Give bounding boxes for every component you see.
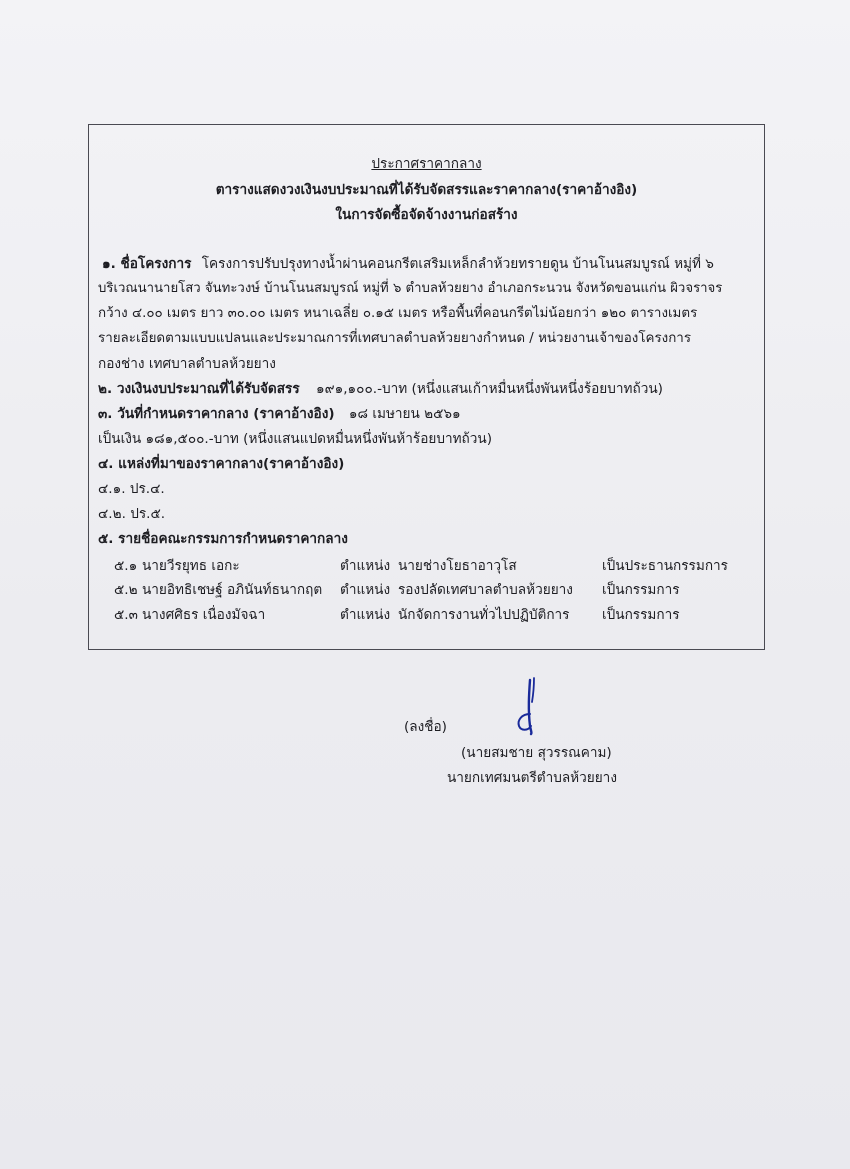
- price-amount: เป็นเงิน ๑๘๑,๕๐๐.-บาท (หนึ่งแสนแปดหมื่นหนึ่งพันห้าร้อยบาทถ้วน): [98, 431, 493, 447]
- budget-label: ๒. วงเงินงบประมาณที่ได้รับจัดสรร: [98, 381, 300, 397]
- member-role: เป็นกรรมการ: [602, 607, 680, 623]
- price-source-label: ๔. แหล่งที่มาของราคากลาง(ราคาอ้างอิง): [98, 456, 345, 472]
- price-date-section: [98, 405, 461, 423]
- member-position: นักจัดการงานทั่วไปปฏิบัติการ: [398, 607, 570, 623]
- sign-label: (ลงชื่อ): [404, 719, 447, 735]
- member-position: รองปลัดเทศบาลตำบลห้วยยาง: [398, 582, 573, 598]
- price-source-item: ๔.๒. ปร.๕.: [98, 506, 166, 522]
- project-line-2: บริเวณนานายโสว จันทะวงษ์ บ้านโนนสมบูรณ์ หมู่ที่ ๖ ตำบลห้วยยาง อำเภอกระนวน จังหวัดขอนแก่น ผิวจราจร: [98, 281, 723, 296]
- signer-name: (นายสมชาย สุวรรณคาม): [461, 745, 612, 761]
- price-date-value: ๑๘ เมษายน ๒๕๖๑: [348, 406, 461, 422]
- handwritten-signature: [508, 676, 548, 738]
- member-position-label: ตำแหน่ง: [340, 558, 391, 574]
- member-position-label: ตำแหน่ง: [340, 582, 391, 598]
- signer-title: นายกเทศมนตรีตำบลห้วยยาง: [447, 770, 617, 786]
- document-title: ประกาศราคากลาง: [371, 156, 482, 172]
- budget-value: ๑๙๑,๑๐๐.-บาท (หนึ่งแสนเก้าหมื่นหนึ่งพันหนึ่งร้อยบาทถ้วน): [315, 381, 663, 397]
- document-subtitle-2: ในการจัดซื้อจัดจ้างงานก่อสร้าง: [335, 207, 518, 223]
- member-no: ๕.๓: [114, 607, 138, 623]
- project-line-5: กองช่าง เทศบาลตำบลห้วยยาง: [98, 356, 276, 372]
- member-no: ๕.๒: [114, 582, 138, 598]
- member-name: นางศศิธร เนื่องมัจฉา: [142, 607, 266, 623]
- project-line-3: กว้าง ๔.๐๐ เมตร ยาว ๓๐.๐๐ เมตร หนาเฉลี่ย ๐.๑๕ เมตร หรือพื้นที่คอนกรีตไม่น้อยกว่า ๑๒๐ ตารางเมตร: [98, 306, 698, 321]
- document-subtitle: ตารางแสดงวงเงินงบประมาณที่ได้รับจัดสรรและราคากลาง(ราคาอ้างอิง): [215, 182, 638, 198]
- member-role: เป็นกรรมการ: [602, 582, 680, 598]
- project-line-4: รายละเอียดตามแบบแปลนและประมาณการที่เทศบาลตำบลห้วยยางกำหนด / หน่วยงานเจ้าของโครงการ: [98, 331, 692, 346]
- project-line-1: โครงการปรับปรุงทางน้ำผ่านคอนกรีตเสริมเหล็กลำห้วยทรายดูน บ้านโนนสมบูรณ์ หมู่ที่ ๖: [201, 256, 714, 272]
- project-section: [102, 255, 714, 273]
- price-source-item: ๔.๑. ปร.๔.: [98, 481, 165, 497]
- member-name: นายวีรยุทธ เอกะ: [142, 558, 240, 574]
- member-position: นายช่างโยธาอาวุโส: [398, 558, 517, 574]
- member-position-label: ตำแหน่ง: [340, 607, 391, 623]
- price-date-label: ๓. วันที่กำหนดราคากลาง (ราคาอ้างอิง): [98, 406, 335, 422]
- member-role: เป็นประธานกรรมการ: [602, 558, 728, 574]
- project-label: ๑. ชื่อโครงการ: [102, 256, 192, 272]
- member-no: ๕.๑: [114, 558, 138, 574]
- committee-label: ๕. รายชื่อคณะกรรมการกำหนดราคากลาง: [98, 531, 348, 547]
- member-name: นายอิทธิเชษฐ์ อภินันท์ธนากฤต: [142, 582, 323, 598]
- budget-section: [98, 380, 663, 398]
